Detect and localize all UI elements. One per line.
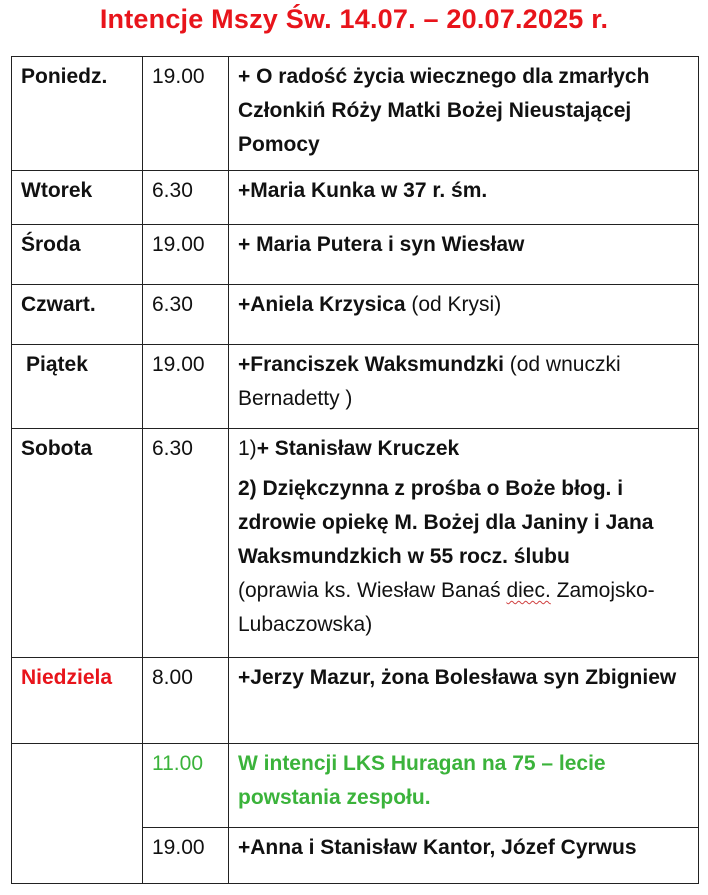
day-cell: Niedziela bbox=[12, 658, 143, 744]
day-cell: Wtorek bbox=[12, 171, 143, 225]
intention-cell: + O radość życia wiecznego dla zmarłych Członkiń Róży Matki Bożej Nieustającej Pomocy bbox=[229, 57, 699, 171]
intention-note: (od wnuczki Bernadetty ) bbox=[238, 353, 621, 410]
intention-cell: + Maria Putera i syn Wiesław bbox=[229, 225, 699, 285]
table-row bbox=[12, 429, 699, 658]
day-cell bbox=[12, 828, 143, 884]
intention-text: +Aniela Krzysica bbox=[238, 293, 406, 316]
intention-text: +Franciszek Waksmundzki bbox=[238, 353, 504, 376]
intention-cell: +Anna i Stanisław Kantor, Józef Cyrwus bbox=[229, 828, 699, 884]
table-row bbox=[12, 57, 699, 171]
table-row bbox=[12, 828, 699, 884]
table-row bbox=[12, 744, 699, 828]
mass-intentions-table bbox=[11, 56, 699, 884]
table-row bbox=[12, 658, 699, 744]
intention-cell: W intencji LKS Huragan na 75 – lecie powstania zespołu. bbox=[229, 744, 699, 828]
table-row bbox=[12, 345, 699, 429]
intention-note: Zamojsko-Lubaczowska) bbox=[238, 579, 655, 636]
table-row bbox=[12, 285, 699, 345]
time-cell: 6.30 bbox=[143, 171, 229, 225]
day-cell bbox=[12, 744, 143, 828]
day-cell: Środa bbox=[12, 225, 143, 285]
intention-cell bbox=[229, 345, 699, 429]
time-cell: 19.00 bbox=[143, 57, 229, 171]
intention-cell: +Jerzy Mazur, żona Bolesława syn Zbigniew bbox=[229, 658, 699, 744]
time-cell: 19.00 bbox=[143, 828, 229, 884]
intention-cell bbox=[229, 429, 699, 658]
day-cell: Poniedz. bbox=[12, 57, 143, 171]
table-row bbox=[12, 171, 699, 225]
intention-note: (oprawia ks. Wiesław Banaś bbox=[238, 579, 501, 602]
time-cell: 19.00 bbox=[143, 225, 229, 285]
intention-text: 2) Dziękczynna z prośba o Boże błog. i zdrowie opiekę M. Bożej dla Janiny i Jana Waksmundzkich w 55 rocz. ślubu bbox=[238, 477, 654, 568]
intention-note: (od Krysi) bbox=[411, 293, 502, 316]
intention-2 bbox=[238, 472, 690, 642]
time-cell: 11.00 bbox=[143, 744, 229, 828]
intention-text: + Stanisław Kruczek bbox=[256, 437, 460, 460]
day-cell: Sobota bbox=[12, 429, 143, 658]
intention-1 bbox=[238, 432, 690, 466]
time-cell: 6.30 bbox=[143, 429, 229, 658]
intention-prefix: 1) bbox=[238, 437, 257, 460]
intention-cell: +Maria Kunka w 37 r. śm. bbox=[229, 171, 699, 225]
time-cell: 8.00 bbox=[143, 658, 229, 744]
time-cell: 6.30 bbox=[143, 285, 229, 345]
intention-note-diec: diec. bbox=[506, 579, 551, 602]
day-cell: Piątek bbox=[12, 345, 143, 429]
time-cell: 19.00 bbox=[143, 345, 229, 429]
day-cell: Czwart. bbox=[12, 285, 143, 345]
intention-cell bbox=[229, 285, 699, 345]
table-row bbox=[12, 225, 699, 285]
page-title: Intencje Mszy Św. 14.07. – 20.07.2025 r. bbox=[99, 4, 609, 34]
